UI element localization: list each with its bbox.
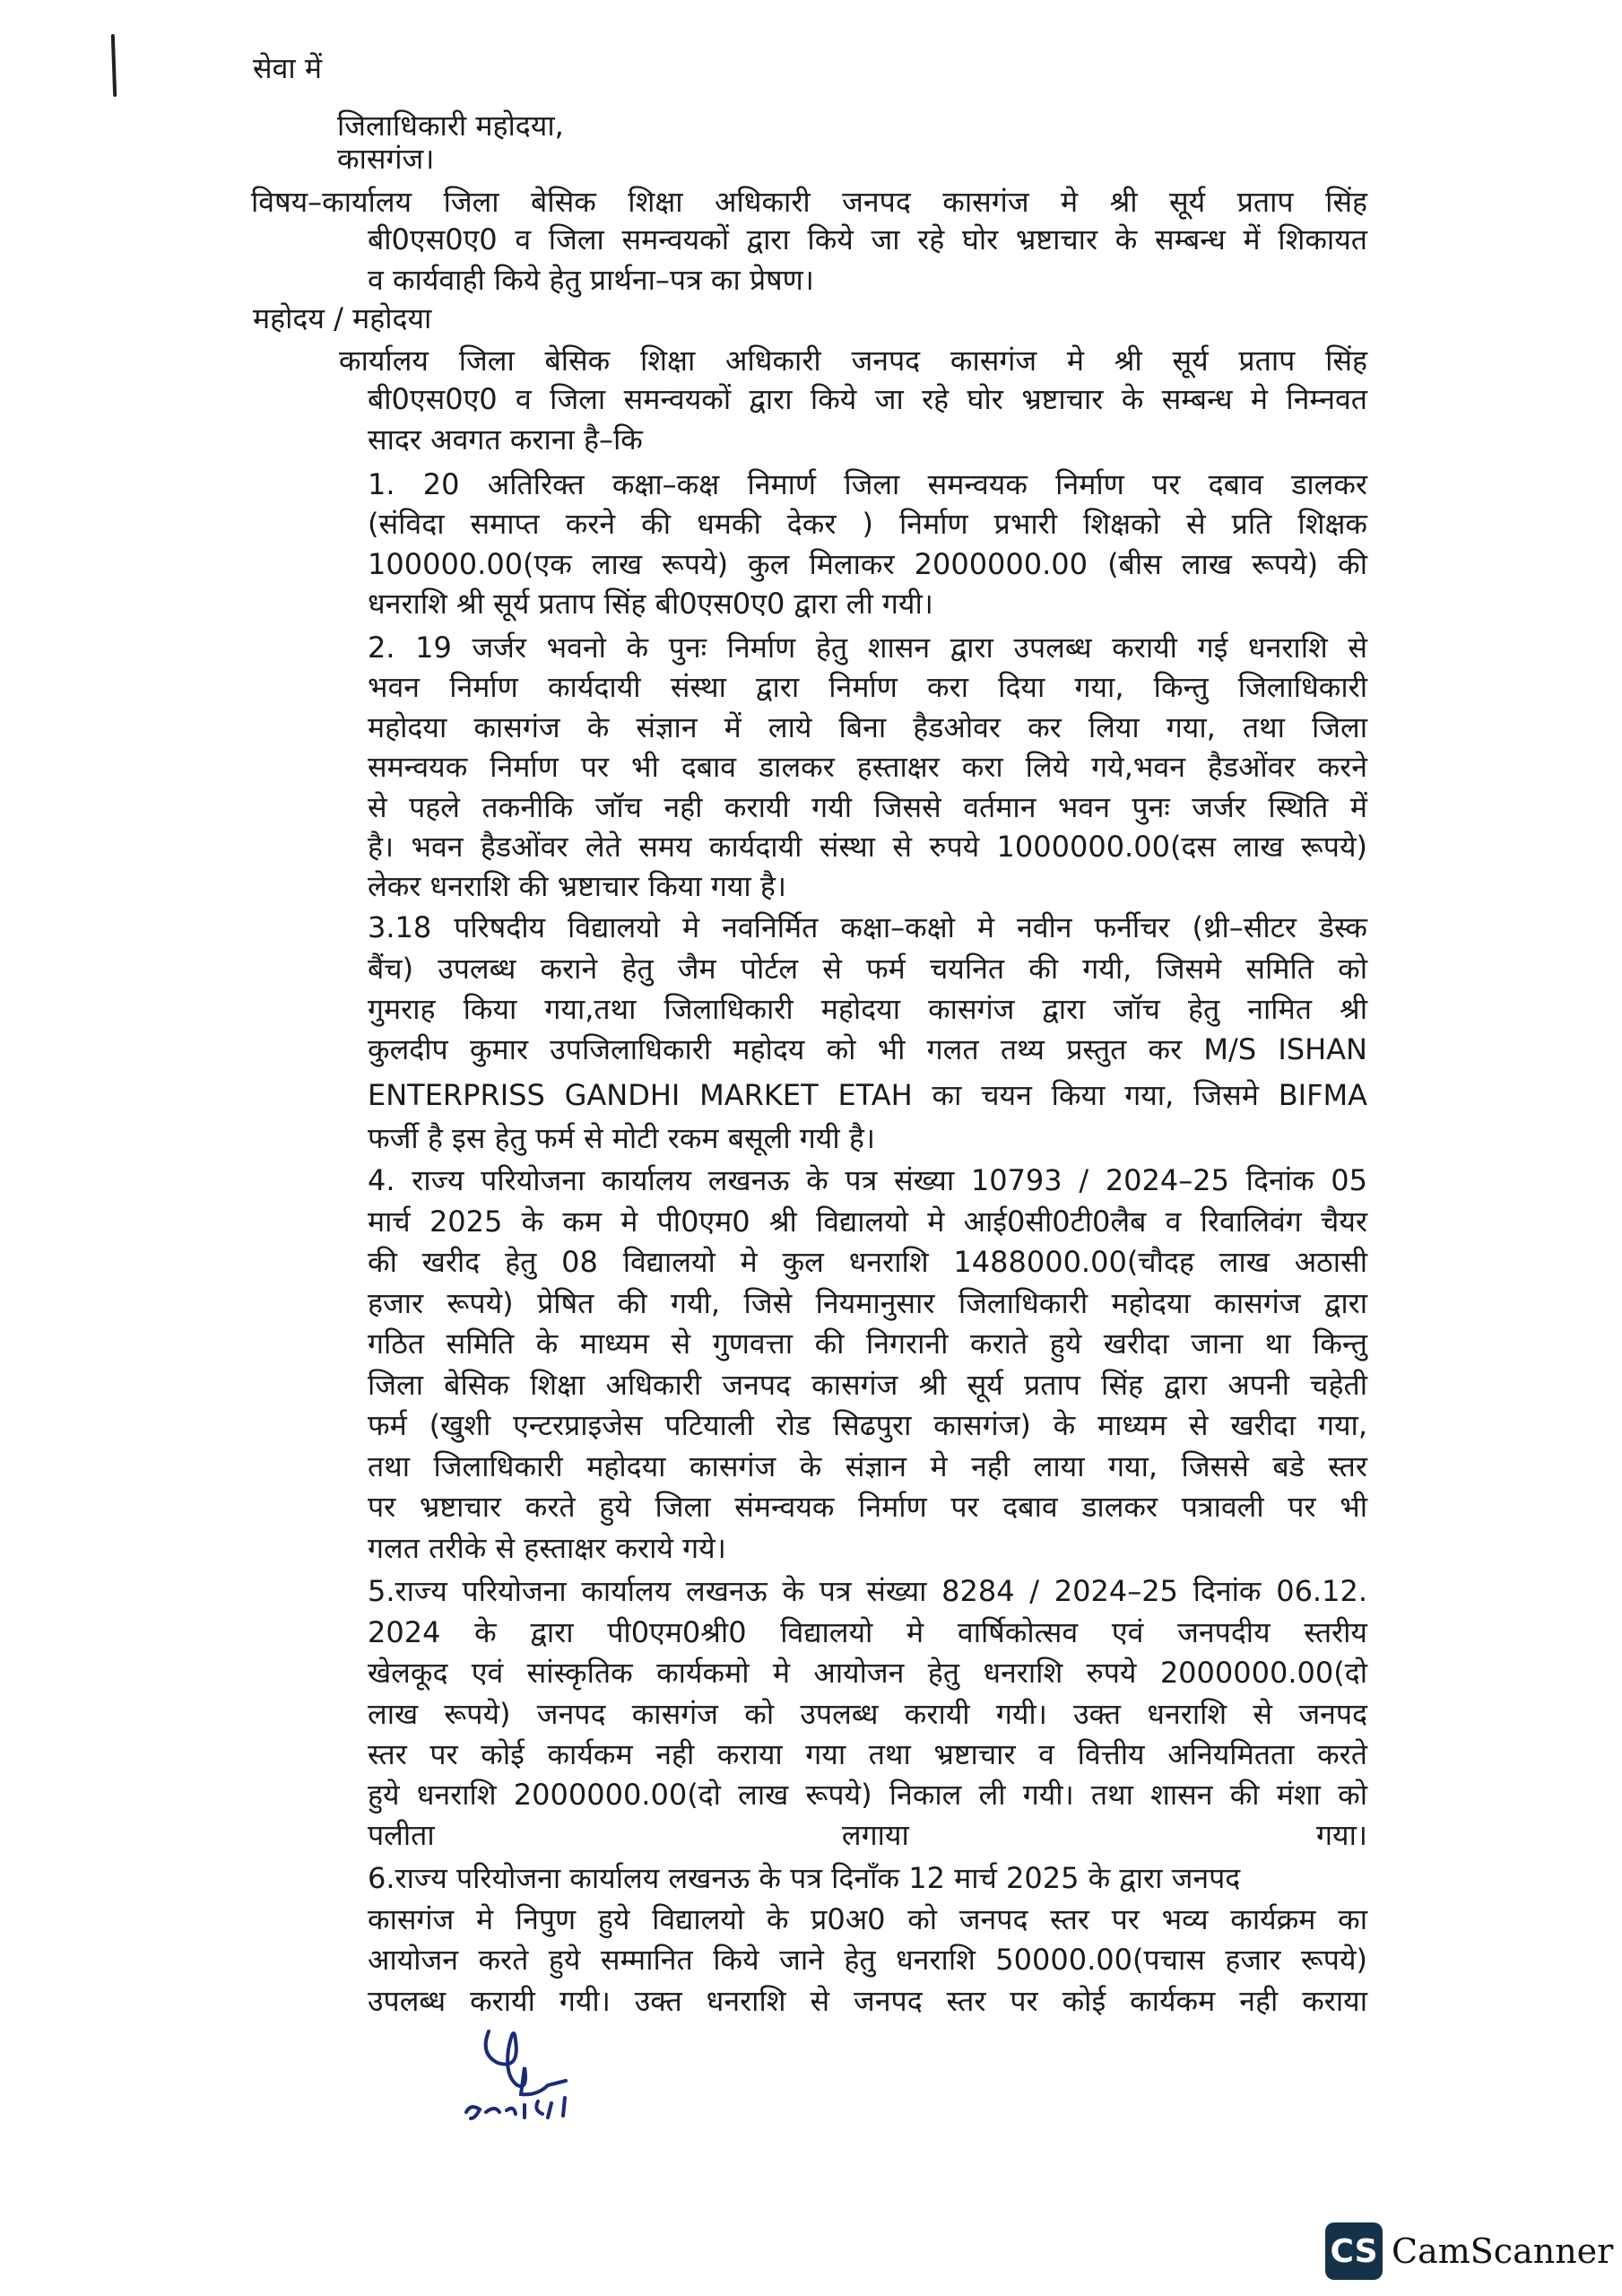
body-line: ENTERPRISS GANDHI MARKET ETAH का चयन किया गया, जिसमे BIFMA — [368, 1078, 1367, 1112]
body-line: पर भ्रष्टाचार करते हुये जिला संमन्वयक निर्माण पर दबाव डालकर पत्रावली पर भी — [368, 1490, 1367, 1524]
body-line: समन्वयक निर्माण पर भी दबाव डालकर हस्ताक्षर करा लिये गये,भवन हैडओंवर करने — [368, 750, 1367, 784]
addressee-place: कासगंज। — [337, 142, 435, 176]
to-line: सेवा में — [253, 51, 323, 85]
body-line: गलत तरीके से हस्ताक्षर कराये गये। — [368, 1531, 726, 1565]
body-line: 100000.00(एक लाख रूपये) कुल मिलाकर 2000000.00 (बीस लाख रूपये) की — [368, 547, 1367, 581]
body-line: धनराशि श्री सूर्य प्रताप सिंह बी0एस0ए0 द्वारा ली गयी। — [368, 587, 933, 621]
greeting: महोदय / महोदया — [253, 301, 432, 335]
body-line: फर्म (खुशी एन्टरप्राइजेस पटियाली रोड सिढपुरा कासगंज) के माध्यम से खरीदा गया, — [368, 1408, 1367, 1442]
body-line: 1. 20 अतिरिक्त कक्षा–कक्ष निमार्ण जिला समन्वयक निर्माण पर दबाव डालकर — [368, 467, 1367, 501]
body-line: जिला बेसिक शिक्षा अधिकारी जनपद कासगंज श्री सूर्य प्रताप सिंह द्वारा अपनी चहेती — [368, 1368, 1367, 1402]
intro-line-3: सादर अवगत कराना है–कि — [368, 422, 643, 457]
body-line: भवन निर्माण कार्यदायी संस्था द्वारा निर्माण करा दिया गया, किन्तु जिलाधिकारी — [368, 670, 1367, 704]
body-line: पलीता लगाया गया। — [368, 1818, 1367, 1852]
body-line: हजार रूपये) प्रेषित की गयी, जिसे नियमानुसार जिलाधिकारी महोदया कासगंज द्वारा — [368, 1286, 1368, 1320]
body-line: उपलब्ध करायी गयी। उक्त धनराशि से जनपद स्तर पर कोई कार्यकम नही कराया — [368, 1984, 1367, 2018]
subject-line-2: बी0एस0ए0 व जिला समन्वयकों द्वारा किये जा रहे घोर भ्रष्टाचार के सम्बन्ध में शिकायत — [368, 222, 1367, 257]
body-line: (संविदा समाप्त करने की धमकी देकर ) निर्माण प्रभारी शिक्षको से प्रति शिक्षक — [368, 507, 1367, 541]
body-line: महोदया कासगंज के संज्ञान में लाये बिना हैडओवर कर लिया गया, तथा जिला — [368, 710, 1367, 744]
body-line: कुलदीप कुमार उपजिलाधिकारी महोदय को भी गलत तथ्य प्रस्तुत कर M/S ISHAN — [368, 1032, 1367, 1066]
body-line: बैंच) उपलब्ध कराने हेतु जैम पोर्टल से फर्म चयनित की गयी, जिसमे समिति को — [368, 952, 1367, 986]
body-line: 6.राज्य परियोजना कार्यालय लखनऊ के पत्र दिनाँक 12 मार्च 2025 के द्वारा जनपद — [368, 1861, 1241, 1895]
body-line: 5.राज्य परियोजना कार्यालय लखनऊ के पत्र संख्या 8284 / 2024–25 दिनांक 06.12. — [368, 1574, 1367, 1608]
body-line: 3.18 परिषदीय विद्यालयो मे नवनिर्मित कक्षा–कक्षो मे नवीन फर्नीचर (थ्री–सीटर डेस्क — [368, 910, 1367, 944]
body-line: है। भवन हैडओंवर लेते समय कार्यदायी संस्था से रुपये 1000000.00(दस लाख रूपये) — [368, 830, 1367, 864]
body-line: मार्च 2025 के कम मे पी0एम0 श्री विद्यालयो मे आई0सी0टी0लैब व रिवालिवंग चैयर — [368, 1205, 1367, 1239]
body-line: की खरीद हेतु 08 विद्यालयो मे कुल धनराशि 1488000.00(चौदह लाख अठासी — [368, 1245, 1367, 1279]
camscanner-label: CamScanner — [1392, 2231, 1614, 2271]
camscanner-watermark — [1325, 2222, 1613, 2280]
intro-line-2: बी0एस0ए0 व जिला समन्वयकों द्वारा किये जा रहे घोर भ्रष्टाचार के सम्बन्ध मे निम्नवत — [368, 382, 1367, 416]
camscanner-logo-icon: CS — [1325, 2222, 1383, 2280]
body-line: से पहले तकनीकि जॉच नही करायी गयी जिससे वर्तमान भवन पुनः जर्जर स्थिति में — [368, 790, 1367, 824]
body-line: लाख रूपये) जनपद कासगंज को उपलब्ध करायी गयी। उक्त धनराशि से जनपद — [368, 1697, 1367, 1731]
body-line: हुये धनराशि 2000000.00(दो लाख रूपये) निकाल ली गयी। तथा शासन की मंशा को — [368, 1778, 1367, 1812]
body-line: 2. 19 जर्जर भवनो के पुनः निर्माण हेतु शासन द्वारा उपलब्ध करायी गई धनराशि से — [368, 631, 1367, 665]
body-line: कासगंज मे निपुण हुये विद्यालयो के प्र0अ0 को जनपद स्तर पर भव्य कार्यक्रम का — [368, 1902, 1367, 1936]
body-line: लेकर धनराशि की भ्रष्टाचार किया गया है। — [368, 869, 786, 903]
body-line: गठित समिति के माध्यम से गुणवत्ता की निगरानी कराते हुये खरीदा जाना था किन्तु — [368, 1326, 1367, 1361]
body-line: 2024 के द्वारा पी0एम0श्री0 विद्यालयो मे वार्षिकोत्सव एवं जनपदीय स्तरीय — [368, 1615, 1367, 1649]
body-line: गुमराह किया गया,तथा जिलाधिकारी महोदया कासगंज द्वारा जॉच हेतु नामित श्री — [368, 992, 1367, 1026]
body-line: स्तर पर कोई कार्यकम नही कराया गया तथा भ्रष्टाचार व वित्तीय अनियमितता करते — [368, 1737, 1367, 1771]
intro-line-1: कार्यालय जिला बेसिक शिक्षा अधिकारी जनपद कासगंज मे श्री सूर्य प्रताप सिंह — [339, 344, 1367, 378]
body-line: आयोजन करते हुये सम्मानित किये जाने हेतु धनराशि 50000.00(पचास हजार रूपये) — [368, 1943, 1367, 1977]
subject-line-1: विषय–कार्यालय जिला बेसिक शिक्षा अधिकारी जनपद कासगंज मे श्री सूर्य प्रताप सिंह — [251, 185, 1367, 219]
addressee: जिलाधिकारी महोदया, — [337, 109, 564, 143]
handwritten-signature — [448, 2005, 601, 2139]
body-line: 4. राज्य परियोजना कार्यालय लखनऊ के पत्र संख्या 10793 / 2024–25 दिनांक 05 — [368, 1163, 1367, 1197]
body-line: फर्जी है इस हेतु फर्म से मोटी रकम बसूली गयी है। — [368, 1121, 875, 1155]
body-line: तथा जिलाधिकारी महोदया कासगंज के संज्ञान मे नही लाया गया, जिससे बडे स्तर — [368, 1449, 1367, 1483]
body-line: खेलकूद एवं सांस्कृतिक कार्यकमो मे आयोजन हेतु धनराशि रुपये 2000000.00(दो — [368, 1656, 1367, 1690]
pen-margin-mark — [111, 34, 117, 97]
subject-line-3: व कार्यवाही किये हेतु प्रार्थना–पत्र का प्रेषण। — [368, 263, 814, 297]
